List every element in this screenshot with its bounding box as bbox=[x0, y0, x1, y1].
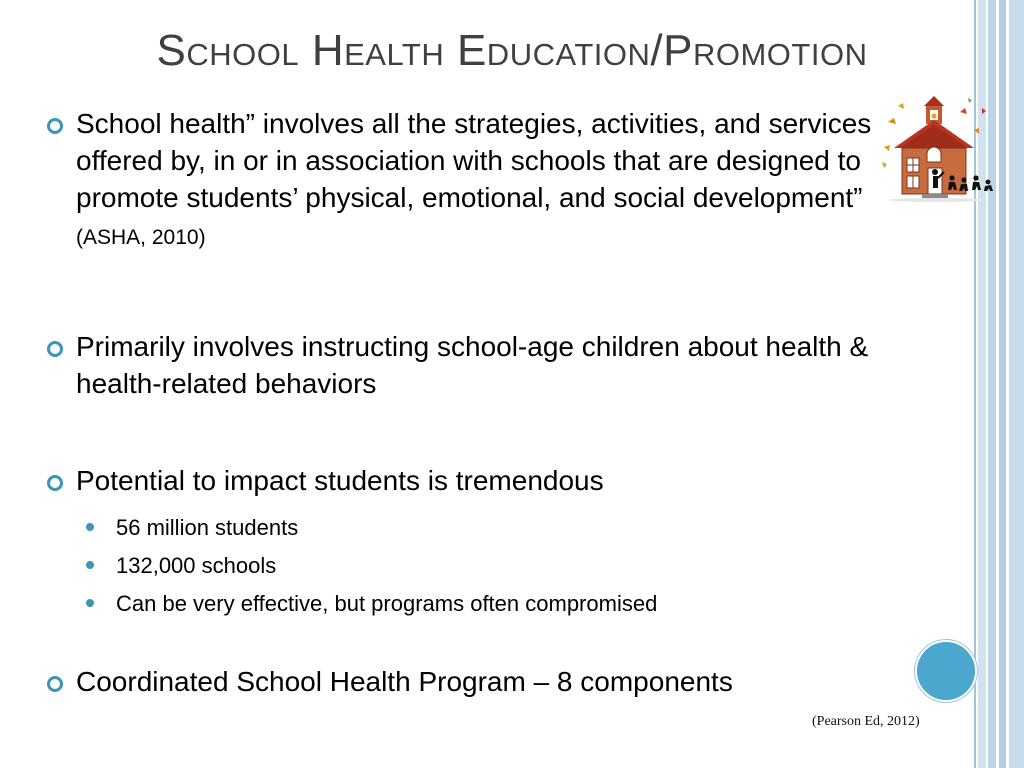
bullet-icon bbox=[47, 118, 63, 134]
sub-bullet-text: 132,000 schools bbox=[116, 553, 277, 578]
bullet-item bbox=[46, 462, 876, 499]
bullet-icon bbox=[47, 676, 63, 692]
right-stripe bbox=[1009, 0, 1024, 768]
sub-bullet-text: 56 million students bbox=[116, 515, 299, 540]
bullet-icon bbox=[47, 341, 63, 357]
source-credit: (Pearson Ed, 2012) bbox=[812, 714, 920, 729]
schoolhouse-with-children-icon bbox=[878, 92, 1000, 204]
bullet-icon bbox=[47, 475, 63, 491]
bullet-item bbox=[46, 105, 876, 256]
citation: (ASHA, 2010) bbox=[76, 226, 206, 249]
slide-title: School Health Education/Promotion bbox=[156, 26, 868, 75]
sub-bullet-list bbox=[46, 509, 876, 623]
right-stripe bbox=[999, 0, 1006, 768]
bullet-text: Potential to impact students is tremendous bbox=[76, 465, 604, 496]
sub-bullet-icon bbox=[86, 599, 94, 607]
bullet-text: Primarily involves instructing school-age children about health & health-related behaviors bbox=[76, 331, 869, 399]
bullet-text: School health” involves all the strategies, activities, and services offered by, in or in association with schools that are designed to promote students’ physical, emotional, and social development” bbox=[76, 108, 872, 213]
sub-bullet-text: Can be very effective, but programs often compromised bbox=[116, 591, 658, 616]
sub-bullet-item bbox=[86, 547, 876, 585]
bullet-list bbox=[46, 105, 876, 700]
bullet-text: Coordinated School Health Program – 8 components bbox=[76, 666, 733, 697]
sub-bullet-icon bbox=[86, 561, 94, 569]
decorative-circle-icon bbox=[915, 640, 977, 702]
sub-bullet-icon bbox=[86, 523, 94, 531]
sub-bullet-item bbox=[86, 509, 876, 547]
sub-bullet-item bbox=[86, 585, 876, 623]
bullet-item bbox=[46, 663, 876, 700]
bullet-item bbox=[46, 328, 876, 402]
